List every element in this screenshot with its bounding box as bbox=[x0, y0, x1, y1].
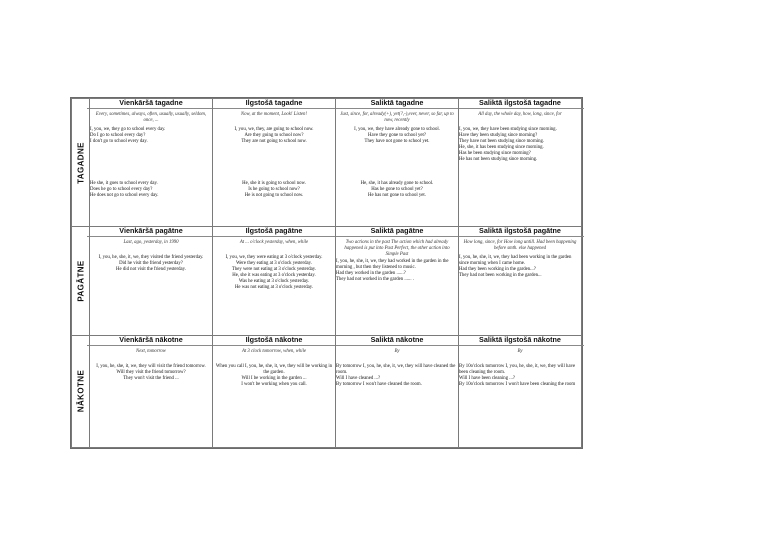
example-sentence: They had not worked in the garden ...... . bbox=[336, 277, 414, 283]
example-sentence: He, she, it has already gone to school. bbox=[360, 181, 434, 186]
tense-time-markers: How long, since, for How long untill. Had been happening before smth. else happened bbox=[463, 240, 577, 252]
tense-time-markers: Every, sometimes, always, often, usually, usually, seldom, once, ... bbox=[95, 112, 207, 123]
tense-time-markers: Two actions in the past The action which had already happened is put into Past Perfect, the other action into Simple Past bbox=[344, 240, 450, 258]
example-sentence: I, you, we, they have been studying since morning. bbox=[459, 127, 557, 132]
example-sentence: I, you, he, she, it, we, they visited the friend yesterday. bbox=[98, 255, 204, 261]
section-side-cell bbox=[72, 227, 90, 335]
example-sentence: He, she it is going to school now. bbox=[242, 181, 306, 186]
example-sentence: He, she, it has been studying since morning. bbox=[459, 145, 544, 150]
example-sentence: He did not visit the friend yesterday. bbox=[116, 267, 186, 273]
example-sentence: I, you, we, they were eating at 3 o'clock yesterday. bbox=[225, 255, 323, 261]
example-sentence: He was not eating at 3 o'clock yesterday. bbox=[234, 285, 314, 291]
tense-time-markers: All day, the whole day, how, long, since, for bbox=[478, 112, 562, 117]
tense-cell bbox=[459, 227, 582, 335]
tense-cell bbox=[213, 227, 336, 335]
tense-title: Saliktā nākotne bbox=[333, 334, 461, 346]
tense-title: Ilgstošā tagadne bbox=[210, 97, 338, 109]
tense-time-markers: At ... o'clock yesterday, when, while bbox=[239, 240, 309, 246]
tense-title: Vienkāršā pagātne bbox=[87, 225, 215, 237]
tenses-table bbox=[70, 97, 583, 449]
example-sentence: They won't visit the friend ... bbox=[123, 375, 179, 381]
section-row bbox=[72, 227, 582, 335]
example-sentence: I, you, we, they have already gone to school. bbox=[354, 127, 440, 132]
example-sentence: When you call I, you, he, she, it, we, they will be working in the garden. bbox=[215, 363, 333, 375]
example-gap bbox=[213, 161, 335, 165]
tenses-grid bbox=[71, 98, 582, 448]
example-gap bbox=[336, 161, 458, 165]
tense-time-markers: By bbox=[517, 348, 523, 354]
example-sentence: Has he been studying since morning? bbox=[459, 151, 531, 156]
example-sentence: Had they been working in the garden...? bbox=[459, 267, 536, 273]
tense-title: Saliktā ilgstošā nākotne bbox=[456, 334, 584, 346]
tense-title: Saliktā pagātne bbox=[333, 225, 461, 237]
section-side-cell bbox=[72, 335, 90, 447]
example-sentence: Will I have been cleaning ...? bbox=[459, 375, 516, 381]
tense-time-markers: At 3 clock tomorrow, when, while bbox=[241, 348, 307, 354]
tense-time-markers: Just, since, for, already(+), yet(?,-),ever, never, so far, up to now, recently bbox=[340, 112, 454, 123]
example-sentence: He has not been studying since morning. bbox=[459, 157, 538, 162]
tense-title: Vienkāršā tagadne bbox=[87, 97, 215, 109]
example-sentence: He is not going to school now. bbox=[244, 193, 304, 198]
example-sentence: Did he visit the friend yesterday? bbox=[119, 261, 183, 267]
example-sentence: He she, it goes to school every day. bbox=[90, 181, 158, 186]
tense-cell bbox=[336, 335, 459, 447]
tense-cell bbox=[336, 227, 459, 335]
tense-title: Saliktā ilgstošā tagadne bbox=[456, 97, 584, 109]
example-sentence: Have they been studying since morning? bbox=[459, 133, 538, 138]
example-sentence: I, you, he, she, it, we, they had worked in the garden in the morning , but then they listened to music. bbox=[336, 259, 449, 271]
example-sentence: Will I have cleaned ...? bbox=[336, 375, 381, 381]
example-sentence: Have they gone to school yet? bbox=[368, 133, 426, 138]
example-sentence: Do I go to school every day? bbox=[90, 133, 146, 138]
tense-time-markers: Now, at the moment, Look! Listen! bbox=[240, 112, 308, 117]
tense-cell bbox=[213, 99, 336, 227]
tense-title: Ilgstošā nākotne bbox=[210, 334, 338, 346]
example-sentence: Has he gone to school yet? bbox=[371, 187, 423, 192]
tense-title: Saliktā tagadne bbox=[333, 97, 461, 109]
tense-time-markers: Last, ago, yesterday, in 1990 bbox=[123, 240, 179, 246]
example-sentence: Does he go to school every day? bbox=[90, 187, 153, 192]
section-side-label: PAGĀTNE bbox=[76, 260, 85, 302]
section-side-label: TAGADNE bbox=[76, 141, 85, 184]
tense-cell bbox=[90, 99, 213, 227]
example-sentence: They have not gone to school yet. bbox=[364, 139, 430, 144]
example-sentence: Are they going to school now? bbox=[244, 133, 304, 138]
tense-time-markers: By bbox=[394, 348, 400, 354]
tense-cell bbox=[336, 99, 459, 227]
example-sentence: Is he going to school now? bbox=[248, 187, 300, 192]
example-sentence: I don't go to school every day. bbox=[90, 139, 148, 144]
example-sentence: He, she it was eating at 3 o'clock yesterday. bbox=[232, 273, 316, 279]
example-sentence: Will they visit the friend tomorrow? bbox=[116, 369, 186, 375]
example-sentence: By tomorrow I won't have cleaned the room. bbox=[336, 381, 422, 387]
example-sentence: By tomorrow I, you, he, she, it, we, they will have cleaned the room. bbox=[336, 363, 456, 375]
example-sentence: Will I be working in the garden ... bbox=[241, 375, 307, 381]
tense-time-markers: Next, tomorrow bbox=[136, 348, 166, 354]
example-sentence: I, you, we, they go to school every day. bbox=[90, 127, 166, 132]
section-row bbox=[72, 99, 582, 227]
example-sentence: They have not been studying since morning. bbox=[459, 139, 545, 144]
example-sentence: By 10o'clock tomorrow I, you, he, she, it, we, they will have been cleaning the room. bbox=[459, 363, 576, 375]
example-sentence: They were not eating at 3 o'clock yesterday. bbox=[231, 267, 317, 273]
section-side-label: NĀKOTNE bbox=[76, 370, 85, 413]
example-sentence: I, you, he, she, it, we, they will visit the friend tomorrow. bbox=[96, 363, 206, 369]
tense-title: Ilgstošā pagātne bbox=[210, 225, 338, 237]
tense-title: Vienkāršā nākotne bbox=[87, 334, 215, 346]
example-sentence: I won't be working when you call. bbox=[241, 381, 307, 387]
example-sentence: Was he eating at 3 o'clock yesterday. bbox=[238, 279, 310, 285]
tense-title: Saliktā ilgstošā pagātne bbox=[456, 225, 584, 237]
example-sentence: He does not go to school every day. bbox=[90, 193, 159, 198]
example-sentence: By 10o'clock tomorrow I won't have been cleaning the room bbox=[459, 381, 576, 387]
example-sentence: I, you, he, she, it, we, they had been working in the garden since morning when I came home. bbox=[459, 255, 572, 267]
example-sentence: Had they worked in the garden ......? bbox=[336, 271, 406, 277]
section-row bbox=[72, 335, 582, 447]
section-side-cell bbox=[72, 99, 90, 227]
tense-cell bbox=[459, 335, 582, 447]
tense-cell bbox=[90, 335, 213, 447]
example-sentence: Were they eating at 3 o'clock yesterday. bbox=[236, 261, 312, 267]
tense-cell bbox=[459, 99, 582, 227]
example-sentence: He has not gone to school yet. bbox=[368, 193, 426, 198]
example-gap bbox=[90, 161, 212, 165]
tense-cell bbox=[90, 227, 213, 335]
example-sentence: They are not going to school now. bbox=[241, 139, 307, 144]
example-sentence: They had not been working in the garden... bbox=[459, 273, 542, 279]
example-sentence: I, you, we, they, are going to school now. bbox=[234, 127, 314, 132]
tense-cell bbox=[213, 335, 336, 447]
